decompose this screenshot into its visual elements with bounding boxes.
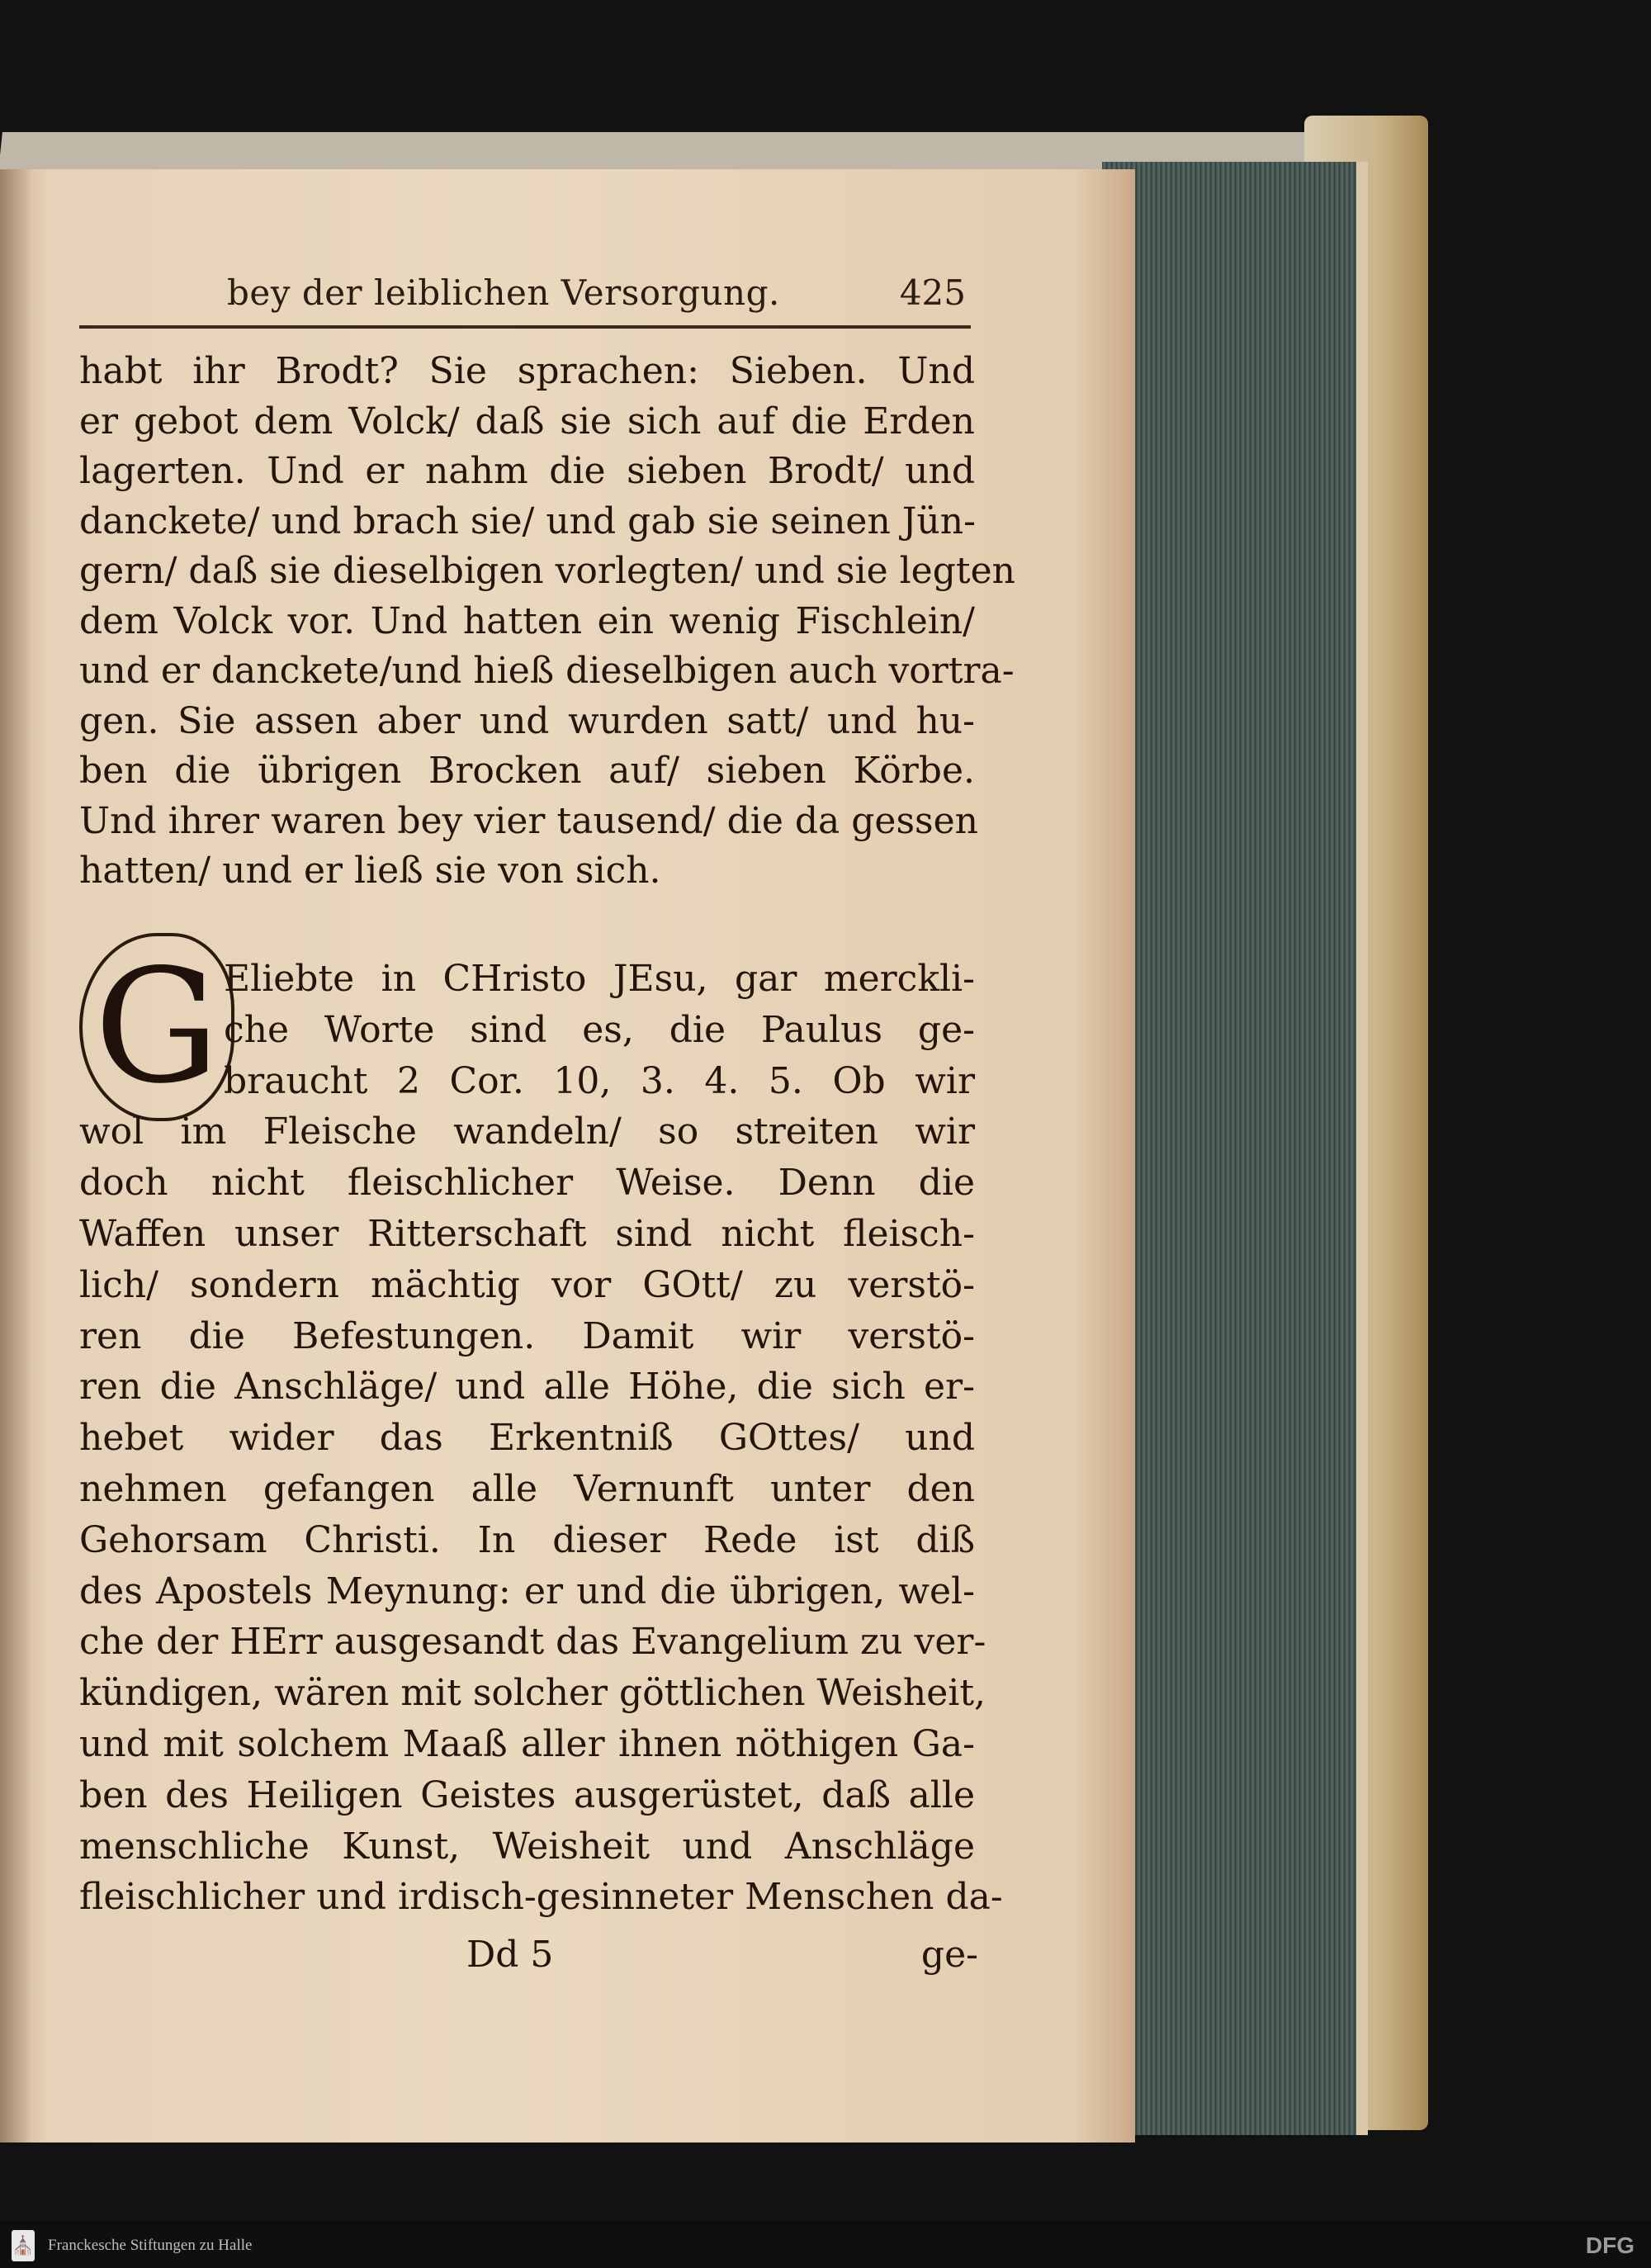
text-line: des Apostels Meynung: er und die übrigen, wel-: [79, 1570, 975, 1612]
text-line: braucht 2 Cor. 10, 3. 4. 5. Ob wir: [224, 1059, 975, 1102]
text-line: Und ihrer waren bey vier tausend/ die da gessen: [79, 799, 978, 842]
text-line: hatten/ und er ließ sie von sich.: [79, 850, 661, 892]
text-line: hebet wider das Erkentniß GOttes/ und: [79, 1417, 975, 1460]
text-line: ren die Befestungen. Damit wir verstö-: [79, 1314, 975, 1357]
text-line: Eliebte in CHristo JEsu, gar merckli-: [224, 958, 975, 1000]
text-line: ben die übrigen Brocken auf/ sieben Körbe.: [79, 750, 975, 792]
text-line: und mit solchem Maaß aller ihnen nöthigen Ga-: [79, 1722, 975, 1765]
text-line: che Worte sind es, die Paulus ge-: [224, 1008, 975, 1051]
text-line: gen. Sie assen aber und wurden satt/ und hu-: [79, 699, 975, 742]
paragraph-2: [79, 954, 1003, 1923]
text-line: doch nicht fleischlicher Weise. Denn die: [79, 1162, 975, 1205]
text-line: nehmen gefangen alle Vernunft unter den: [79, 1467, 975, 1510]
paragraph-1: [79, 347, 1015, 897]
text-line: che der HErr ausgesandt das Evangelium zu ver-: [79, 1621, 986, 1664]
page-gutter: [0, 169, 30, 2143]
decorated-initial: G: [79, 933, 234, 1121]
text-line: wol im Fleische wandeln/ so streiten wir: [79, 1110, 975, 1153]
signature-mark: Dd 5: [466, 1934, 554, 1976]
running-head: bey der leiblichen Versorgung.: [227, 272, 780, 313]
text-line: menschliche Kunst, Weisheit und Anschläge: [79, 1825, 975, 1868]
page-edges: [1102, 162, 1368, 2135]
funder-logo: DFG: [1585, 2232, 1634, 2258]
text-line: ben des Heiligen Geistes ausgerüstet, daß alle: [79, 1773, 975, 1816]
header-rule: [79, 325, 971, 329]
footer-bar: [0, 2225, 1651, 2268]
catchword: ge-: [920, 1934, 978, 1976]
institution-name: Franckesche Stiftungen zu Halle: [48, 2237, 253, 2254]
text-line: dem Volck vor. Und hatten ein wenig Fischlein/: [79, 599, 975, 642]
text-line: Gehorsam Christi. In dieser Rede ist diß: [79, 1518, 975, 1561]
institution-logo-icon: ⛪: [12, 2230, 35, 2261]
text-line: gern/ daß sie dieselbigen vorlegten/ und sie legten: [79, 550, 1015, 592]
text-line: lagerten. Und er nahm die sieben Brodt/ und: [79, 450, 975, 492]
text-line: er gebot dem Volck/ daß sie sich auf die Erden: [79, 400, 975, 443]
page-number: 425: [899, 272, 966, 313]
text-line: fleischlicher und irdisch-gesinneter Menschen da-: [79, 1876, 1003, 1919]
text-line: ren die Anschläge/ und alle Höhe, die sich er-: [79, 1366, 975, 1409]
running-header: [50, 272, 966, 322]
text-line: habt ihr Brodt? Sie sprachen: Sieben. Und: [79, 350, 975, 392]
text-line: kündigen, wären mit solcher göttlichen Weisheit,: [79, 1672, 986, 1715]
text-line: Waffen unser Ritterschaft sind nicht fleisch-: [79, 1212, 975, 1255]
text-line: lich/ sondern mächtig vor GOtt/ zu verstö-: [79, 1263, 975, 1306]
text-line: und er danckete/und hieß dieselbigen auch vortra-: [79, 650, 1015, 692]
text-line: danckete/ und brach sie/ und gab sie seinen Jün-: [79, 500, 976, 542]
